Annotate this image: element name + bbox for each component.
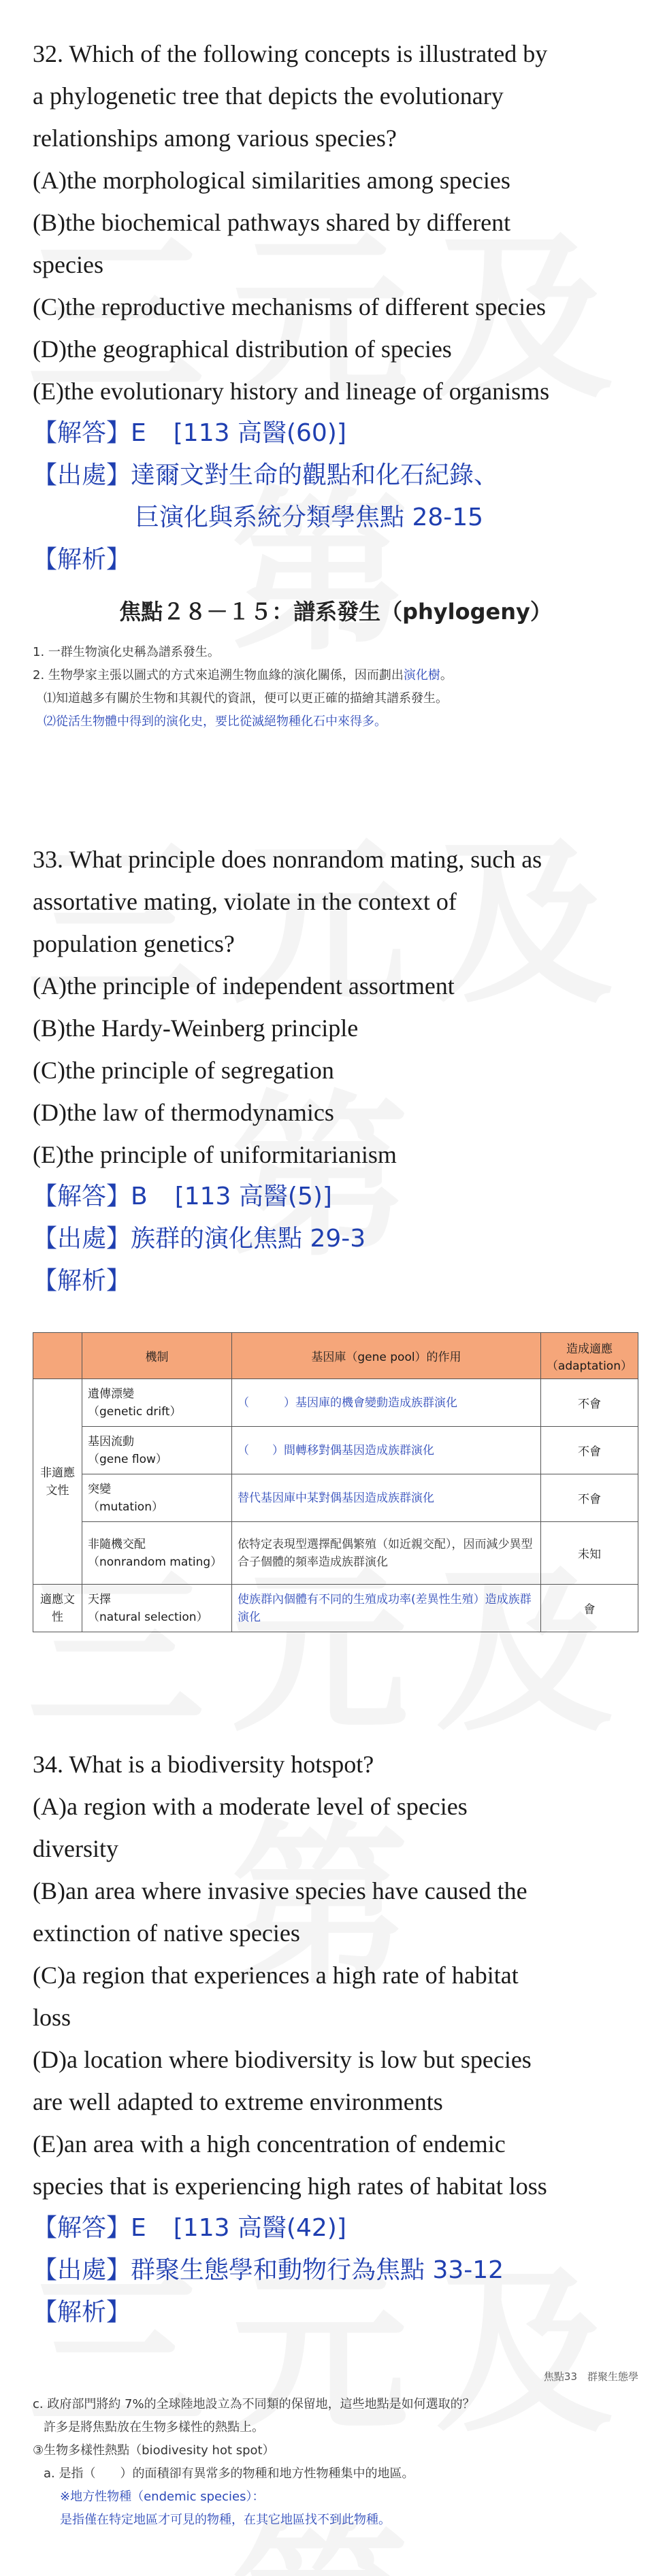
mechanism-name: 遺傳漂變 <box>88 1387 134 1401</box>
table-row <box>33 1427 638 1474</box>
mechanism-name: 非隨機交配 <box>88 1537 146 1551</box>
explanation-label: 【解析】 <box>33 546 131 574</box>
source-line: 【出處】群聚生態學和動物行為焦點 33-12 <box>33 2256 504 2284</box>
option-a: diversity <box>33 1835 118 1862</box>
mechanism-name-en: （natural selection） <box>88 1610 208 1624</box>
option-d: (D)the law of thermodynamics <box>33 1099 334 1126</box>
mechanism-name-en: （mutation） <box>88 1500 163 1514</box>
option-e: species that is experiencing high rates of habitat loss <box>33 2173 547 2200</box>
table-header: 基因庫（gene pool）的作用 <box>232 1333 541 1379</box>
figure-text: ⑵從活生物體中得到的演化史，要比從滅絕物種化石中來得多。 <box>44 714 387 729</box>
option-c: (C)the principle of segregation <box>33 1057 334 1084</box>
effect-cell: （ ）基因庫的機會變動造成族群演化 <box>232 1379 541 1427</box>
answer-line <box>33 1176 645 1218</box>
figure-text: ※地方性物種（endemic species）： <box>60 2490 265 2504</box>
figure-header: 焦點33 群聚生態學 <box>543 2371 638 2383</box>
option-e: (E)the principle of uniformitarianism <box>33 1141 397 1168</box>
option-b: (B)an area where invasive species have caused the <box>33 1877 527 1904</box>
table-header-row <box>33 1333 638 1379</box>
table-row <box>33 1474 638 1522</box>
figure-biodiversity-hotspot <box>33 2369 638 2532</box>
option-e: (E)an area with a high concentration of endemic <box>33 2130 506 2158</box>
option-c: loss <box>33 2004 71 2031</box>
table-row <box>33 1522 638 1585</box>
source-line: 巨演化與系統分類學焦點 28-15 <box>135 503 484 531</box>
mechanism-name-en: （genetic drift） <box>88 1404 182 1419</box>
effect-cell: 使族群內個體有不同的生殖成功率(差異性生殖）造成族群演化 <box>232 1585 541 1632</box>
option-b: extinction of native species <box>33 1919 300 1947</box>
mechanism-cell <box>82 1379 232 1427</box>
question-text: a phylogenetic tree that depicts the evolutionary <box>33 82 504 110</box>
explanation-label: 【解析】 <box>33 2298 131 2326</box>
figure-phylogeny <box>33 587 638 733</box>
mechanism-name-en: （nonrandom mating） <box>88 1555 223 1569</box>
option-a: (A)the morphological similarities among species <box>33 167 510 194</box>
source-line: 【出處】達爾文對生命的觀點和化石紀錄、 <box>33 461 499 489</box>
question-text: 32. Which of the following concepts is illustrated by <box>33 40 548 67</box>
option-a: (A)a region with a moderate level of species <box>33 1793 468 1820</box>
option-d: are well adapted to extreme environments <box>33 2088 443 2115</box>
figure-text: 。 <box>440 668 453 682</box>
mechanism-cell <box>82 1474 232 1522</box>
option-d: (D)the geographical distribution of species <box>33 335 452 363</box>
mechanism-cell <box>82 1522 232 1585</box>
option-d: (D)a location where biodiversity is low but species <box>33 2046 532 2073</box>
figure-title: 焦點２８－１５：譜系發生（phylogeny） <box>119 599 552 625</box>
figure-text <box>33 664 638 687</box>
figure-text: ③生物多樣性熱點（biodivesity hot spot） <box>33 2443 275 2458</box>
option-c: (C)the reproductive mechanisms of different species <box>33 293 547 320</box>
option-b: (B)the Hardy-Weinberg principle <box>33 1014 359 1042</box>
group-label: 適應文性 <box>33 1585 82 1632</box>
option-b: (B)the biochemical pathways shared by different <box>33 209 511 236</box>
figure-evolution-mechanisms <box>33 1332 638 1632</box>
explanation-label: 【解析】 <box>33 1267 131 1295</box>
question-32 <box>33 33 645 581</box>
question-text: population genetics? <box>33 930 235 957</box>
answer-reference: [113 高醫(42)] <box>173 2214 346 2242</box>
question-text: relationships among various species? <box>33 125 397 152</box>
group-label: 非適應文性 <box>33 1379 82 1585</box>
answer: 【解答】E <box>33 2214 146 2242</box>
adaptation-cell: 不會 <box>540 1379 638 1427</box>
mechanism-name: 天擇 <box>88 1592 111 1606</box>
figure-highlight: 演化樹 <box>403 668 440 682</box>
question-33 <box>33 838 645 1302</box>
mechanism-name-en: （gene flow） <box>88 1452 167 1466</box>
answer-line <box>33 412 645 455</box>
adaptation-cell: 不會 <box>540 1474 638 1522</box>
adaptation-cell: 不會 <box>540 1427 638 1474</box>
table-header: 造成適應（adaptation） <box>540 1333 638 1379</box>
option-c: (C)a region that experiences a high rate of habitat <box>33 1962 519 1989</box>
answer-line <box>33 2207 645 2249</box>
table-row <box>33 1585 638 1632</box>
mechanism-cell <box>82 1585 232 1632</box>
effect-cell: 替代基因庫中某對偶基因造成族群演化 <box>232 1474 541 1522</box>
question-text: assortative mating, violate in the context of <box>33 888 457 915</box>
adaptation-cell: 會 <box>540 1585 638 1632</box>
figure-text: 1. 一群生物演化史稱為譜系發生。 <box>33 645 220 659</box>
figure-text: 2. 生物學家主張以圖式的方式來追溯生物血緣的演化關係，因而劃出 <box>33 668 404 682</box>
option-e: (E)the evolutionary history and lineage of organisms <box>33 378 550 405</box>
table-row <box>33 1379 638 1427</box>
answer: 【解答】B <box>33 1183 148 1210</box>
question-34 <box>33 1743 645 2334</box>
answer-reference: [113 高醫(60)] <box>173 419 346 447</box>
mechanism-name: 基因流動 <box>88 1434 134 1449</box>
figure-text: c. 政府部門將約 7%的全球陸地設立為不同類的保留地，這些地點是如何選取的？ <box>33 2397 475 2411</box>
answer-reference: [113 高醫(5)] <box>174 1183 332 1210</box>
effect-cell: 依特定表現型選擇配偶繁殖（如近親交配），因而減少異型合子個體的頻率造成族群演化 <box>232 1522 541 1585</box>
source-line: 【出處】族群的演化焦點 29-3 <box>33 1225 366 1253</box>
option-a: (A)the principle of independent assortment <box>33 972 455 1000</box>
adaptation-cell: 未知 <box>540 1522 638 1585</box>
mechanism-name: 突變 <box>88 1482 111 1496</box>
figure-text: 是指僅在特定地區才可見的物種，在其它地區找不到此物種。 <box>60 2513 391 2527</box>
question-text: 33. What principle does nonrandom mating, such as <box>33 846 542 873</box>
answer: 【解答】E <box>33 419 146 447</box>
question-text: 34. What is a biodiversity hotspot? <box>33 1751 374 1778</box>
effect-cell: （ ）間轉移對偶基因造成族群演化 <box>232 1427 541 1474</box>
option-b: species <box>33 251 103 278</box>
figure-text: a. 是指（ ）的面積卻有異常多的物種和地方性物種集中的地區。 <box>44 2466 414 2481</box>
figure-text: ⑴知道越多有關於生物和其親代的資訊，便可以更正確的描繪其譜系發生。 <box>44 691 448 706</box>
figure-text: 許多是將焦點放在生物多樣性的熱點上。 <box>44 2420 264 2434</box>
table-header: 機制 <box>82 1333 232 1379</box>
mechanism-table <box>33 1332 638 1632</box>
mechanism-cell <box>82 1427 232 1474</box>
